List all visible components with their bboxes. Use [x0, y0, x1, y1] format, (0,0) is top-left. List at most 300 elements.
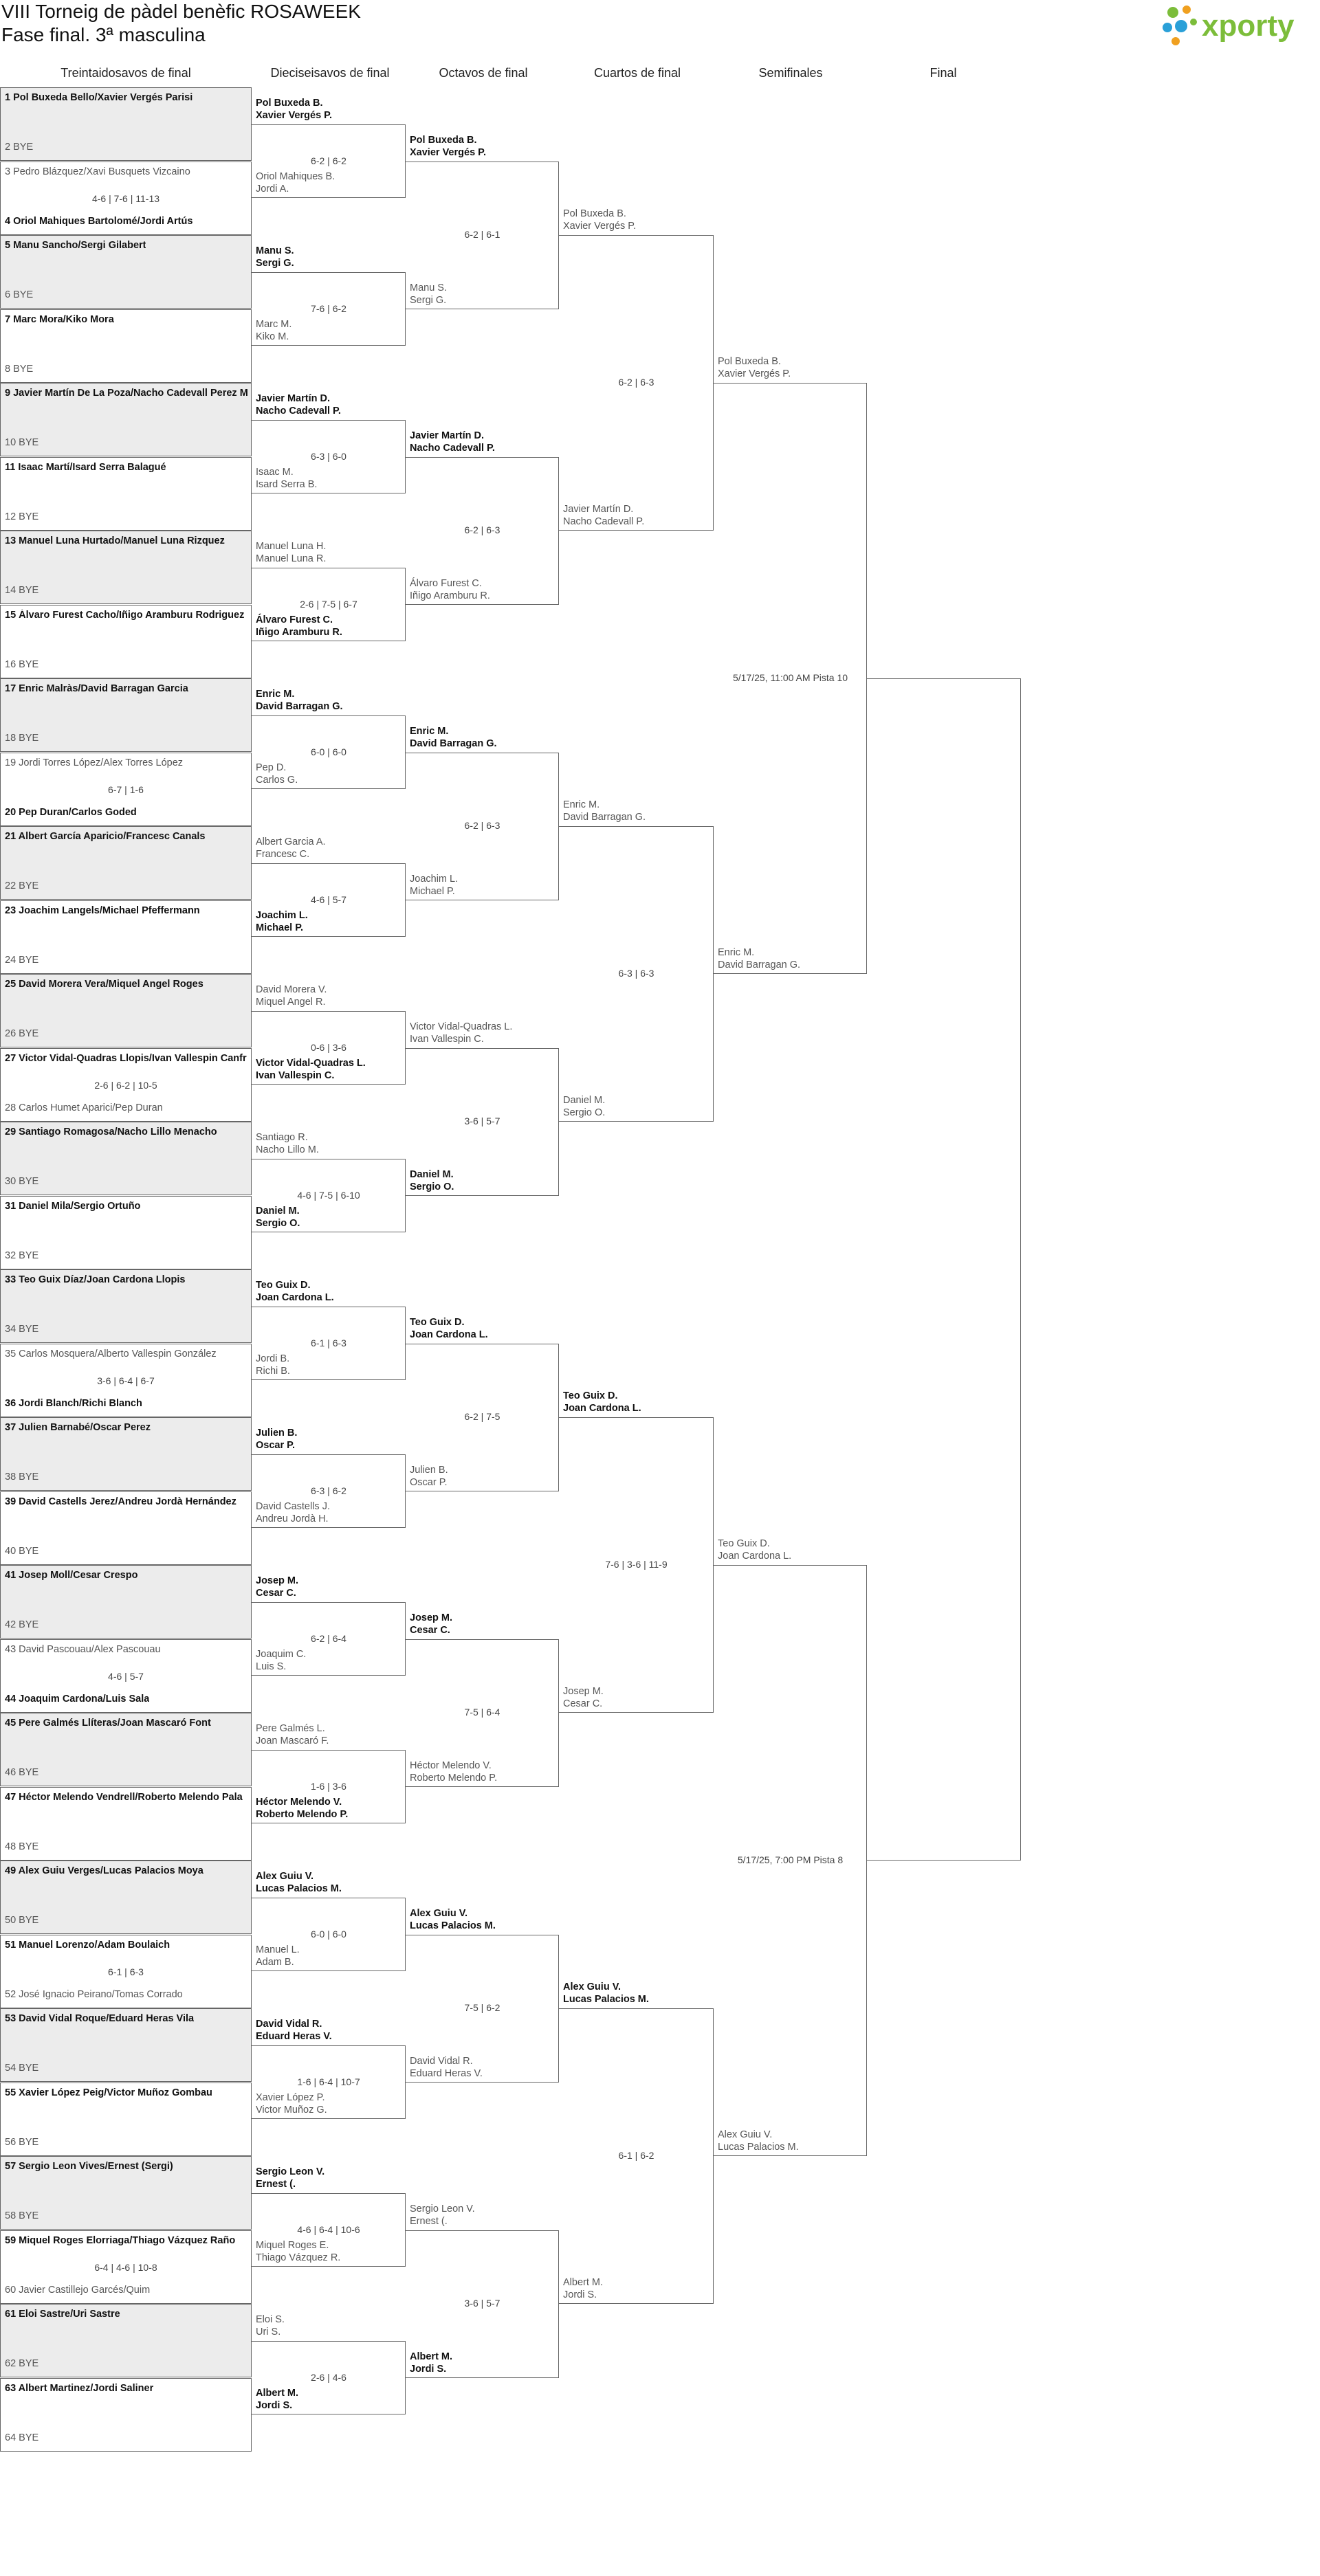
round-header-cuartos-de-final: Cuartos de final	[593, 66, 681, 80]
team-a-entry	[5, 1201, 140, 1212]
team-name: Pedro Blázquez/Xavi Busquets Vizcaino	[13, 166, 190, 177]
team-a-entry	[5, 683, 188, 694]
team-name: BYE	[19, 1472, 39, 1483]
team-b-entry	[5, 1028, 38, 1039]
match-score: 6-2 | 6-3	[618, 377, 654, 388]
team-name: BYE	[19, 2210, 39, 2221]
match-box-r32[interactable]	[0, 1417, 252, 1491]
team-name: BYE	[19, 658, 39, 670]
match-box-r32[interactable]	[0, 457, 252, 531]
team-name-line: Teo Guix D.	[718, 1538, 770, 1549]
team-a-entry	[5, 757, 183, 768]
seed-number: 29	[5, 1126, 16, 1137]
match-score: 6-2 | 7-5	[464, 1411, 500, 1422]
seed-number: 50	[5, 1915, 16, 1926]
team-name-line: Albert Garcia A.	[256, 836, 326, 847]
team-name-line: Sergio O.	[256, 1218, 300, 1230]
team-a-entry	[5, 831, 206, 842]
team-name: Julien Barnabé/Oscar Perez	[19, 1422, 151, 1433]
match-score: 7-6 | 6-2	[311, 302, 346, 314]
seed-number: 45	[5, 1718, 16, 1729]
seed-number: 32	[5, 1250, 16, 1261]
match-box-r32[interactable]	[0, 1713, 252, 1786]
seed-number: 47	[5, 1791, 16, 1803]
team-a-entry	[5, 1865, 204, 1876]
team-name: Alex Guiu Verges/Lucas Palacios Moya	[18, 1865, 204, 1876]
match-box-r32[interactable]	[0, 235, 252, 309]
match-score: 0-6 | 3-6	[311, 1041, 346, 1053]
team-a-entry	[5, 2309, 120, 2320]
team-name-line: David Vidal R.	[256, 2018, 322, 2030]
team-b-entry	[5, 289, 33, 300]
team-name: BYE	[19, 2358, 39, 2369]
team-name-line: David Morera V.	[256, 984, 327, 995]
team-name-line: Lucas Palacios M.	[718, 2142, 799, 2153]
team-name: Javier Martín De La Poza/Nacho Cadevall Perez M	[13, 388, 248, 399]
team-name-line: Joan Cardona L.	[256, 1291, 334, 1303]
team-name-line: Joan Cardona L.	[563, 1403, 641, 1414]
team-name-line: Albert M.	[410, 2351, 453, 2362]
match-score: 5/17/25, 11:00 AM Pista 10	[732, 672, 848, 683]
match-box-r32[interactable]	[0, 1269, 252, 1343]
seed-number: 11	[5, 461, 16, 473]
team-name-line: Carlos G.	[256, 775, 298, 786]
match-box-r32[interactable]	[0, 2083, 252, 2156]
team-name: Enric Malràs/David Barragan Garcia	[19, 683, 188, 694]
match-box-r32[interactable]	[0, 2008, 252, 2082]
team-a-entry	[5, 1422, 151, 1433]
seed-number: 31	[5, 1200, 16, 1212]
team-name-line: Xavier Vergés P.	[256, 109, 332, 121]
seed-number: 1	[5, 92, 11, 103]
team-name: BYE	[19, 1915, 39, 1926]
team-b-entry	[5, 142, 33, 153]
match-box-r32[interactable]	[0, 2378, 252, 2452]
team-name-line: Victor Vidal-Quadras L.	[410, 1021, 513, 1032]
team-name-line: Eduard Heras V.	[410, 2067, 483, 2079]
team-name-line: Teo Guix D.	[410, 1316, 465, 1328]
seed-number: 10	[5, 437, 16, 448]
team-a-entry	[5, 2087, 212, 2098]
seed-number: 37	[5, 1422, 16, 1433]
match-score: 2-6 | 4-6	[311, 2371, 346, 2383]
team-b-entry	[5, 511, 38, 522]
match-score: 6-0 | 6-0	[311, 1928, 346, 1940]
team-name: Albert Martinez/Jordi Saliner	[18, 2382, 154, 2394]
team-name: David Pascouau/Alex Pascouau	[19, 1643, 161, 1655]
team-name-line: Oscar P.	[410, 1476, 448, 1488]
team-name-line: Pol Buxeda B.	[256, 97, 323, 109]
match-score: 4-6 | 6-4 | 10-6	[297, 2223, 360, 2235]
team-name-line: Pol Buxeda B.	[718, 356, 781, 367]
team-name-line: Nacho Cadevall P.	[410, 442, 495, 454]
team-b-entry	[5, 1694, 149, 1705]
seed-number: 8	[5, 363, 11, 375]
seed-number: 24	[5, 954, 16, 966]
team-name-line: Pol Buxeda B.	[410, 134, 477, 146]
team-name-line: Joan Mascaró F.	[256, 1735, 329, 1746]
team-b-entry	[5, 659, 38, 670]
team-name: BYE	[19, 880, 39, 891]
team-name-line: Julien B.	[256, 1427, 298, 1439]
match-score: 6-2 | 6-1	[464, 229, 500, 240]
team-a-entry	[5, 1570, 138, 1581]
team-name-line: Daniel M.	[256, 1206, 300, 1217]
match-box-r32[interactable]	[0, 1935, 252, 2008]
seed-number: 55	[5, 2087, 16, 2098]
seed-number: 25	[5, 979, 16, 990]
team-name-line: Josep M.	[410, 1612, 453, 1623]
match-box-r32[interactable]	[0, 2156, 252, 2230]
team-name-line: Héctor Melendo V.	[256, 1797, 342, 1808]
team-b-entry	[5, 1472, 38, 1483]
match-score: 3-6 | 5-7	[464, 2298, 500, 2309]
match-box-r32[interactable]	[0, 826, 252, 900]
team-name-line: Victor Muñoz G.	[256, 2105, 327, 2116]
team-a-entry	[5, 1718, 211, 1729]
team-a-entry	[5, 905, 200, 916]
page-title	[1, 0, 361, 47]
team-name-line: Richi B.	[256, 1366, 290, 1377]
match-box-r32[interactable]	[0, 1344, 252, 1417]
team-name-line: Oriol Mahiques B.	[256, 171, 336, 183]
seed-number: 57	[5, 2161, 16, 2172]
team-name: Jordi Blanch/Richi Blanch	[19, 1397, 142, 1409]
team-name: Sergio Leon Vives/Ernest (Sergi)	[19, 2161, 173, 2172]
match-score: 2-6 | 7-5 | 6-7	[300, 598, 358, 610]
team-name-line: Kiko M.	[256, 331, 289, 343]
seed-number: 23	[5, 904, 16, 916]
team-name-line: Eduard Heras V.	[256, 2030, 332, 2042]
team-name: David Vidal Roque/Eduard Heras Vila	[19, 2013, 195, 2024]
team-b-entry	[5, 1767, 38, 1778]
team-name: BYE	[19, 2063, 39, 2074]
team-name-line: Miquel Angel R.	[256, 996, 326, 1008]
team-name: BYE	[13, 142, 34, 153]
team-b-entry	[5, 1989, 183, 2000]
team-name: Teo Guix Díaz/Joan Cardona Llopis	[19, 1274, 186, 1285]
seed-number: 30	[5, 1176, 16, 1187]
team-name: BYE	[19, 954, 39, 966]
team-name: Xavier López Peig/Victor Muñoz Gombau	[19, 2087, 212, 2098]
match-box-r32[interactable]	[0, 1196, 252, 1269]
seed-number: 59	[5, 2234, 16, 2246]
seed-number: 7	[5, 313, 11, 325]
team-name-line: Roberto Melendo P.	[410, 1772, 498, 1784]
team-name-line: Iñigo Aramburu R.	[256, 627, 342, 639]
team-name-line: David Barragan G.	[718, 959, 801, 970]
seed-number: 9	[5, 388, 11, 399]
team-name-line: Sergio O.	[410, 1181, 454, 1192]
team-name-line: Xavier Vergés P.	[718, 368, 791, 379]
match-score: 1-6 | 3-6	[311, 1780, 346, 1792]
team-b-entry	[5, 2285, 150, 2296]
seed-number: 44	[5, 1693, 16, 1705]
team-a-entry	[5, 979, 204, 990]
team-name-line: Javier Martín D.	[256, 392, 330, 404]
match-box-r32[interactable]	[0, 383, 252, 456]
team-name-line: Ivan Vallespin C.	[256, 1070, 335, 1082]
seed-number: 12	[5, 511, 16, 522]
team-name-line: Sergi G.	[256, 257, 294, 269]
team-a-entry	[5, 388, 248, 399]
team-name-line: Iñigo Aramburu R.	[410, 590, 490, 601]
team-name-line: Alex Guiu V.	[410, 1907, 468, 1919]
match-box-r32[interactable]	[0, 678, 252, 752]
team-name-line: Sergio O.	[563, 1107, 606, 1118]
team-a-entry	[5, 2383, 153, 2394]
match-box-r32[interactable]	[0, 1565, 252, 1639]
team-name-line: Roberto Melendo P.	[256, 1809, 349, 1821]
match-score: 2-6 | 6-2 | 10-5	[94, 1079, 157, 1091]
team-name: BYE	[19, 585, 39, 596]
team-name-line: Teo Guix D.	[256, 1279, 311, 1291]
team-name-line: David Barragan G.	[256, 700, 343, 712]
team-name-line: Álvaro Furest C.	[410, 577, 482, 589]
team-b-entry	[5, 2210, 38, 2221]
seed-number: 28	[5, 1102, 16, 1113]
match-box-r32[interactable]	[0, 87, 252, 161]
team-name: Albert García Aparicio/Francesc Canals	[18, 831, 206, 842]
team-name-line: Sergio Leon V.	[410, 2203, 475, 2214]
team-a-entry	[5, 1053, 247, 1064]
match-box-r32[interactable]	[0, 605, 252, 678]
team-b-entry	[5, 2432, 38, 2443]
team-name-line: Ernest (.	[256, 2178, 296, 2190]
team-name-line: Joan Cardona L.	[718, 1551, 792, 1562]
team-name-line: Cesar C.	[410, 1624, 450, 1636]
team-name-line: Nacho Lillo M.	[256, 1144, 319, 1155]
team-name-line: Eloi S.	[256, 2313, 285, 2325]
team-name: BYE	[19, 1619, 39, 1630]
team-name-line: Santiago R.	[256, 1131, 308, 1143]
team-name-line: Héctor Melendo V.	[410, 1759, 492, 1771]
match-box-r32[interactable]	[0, 1861, 252, 1934]
match-box-r32[interactable]	[0, 531, 252, 604]
round-header-final: Final	[930, 66, 957, 80]
team-name: Carlos Mosquera/Alberto Vallespin González	[19, 1348, 217, 1359]
logo-text: xporty	[1202, 9, 1295, 43]
match-box-r32[interactable]	[0, 974, 252, 1047]
seed-number: 20	[5, 806, 16, 818]
team-name: Oriol Mahiques Bartolomé/Jordi Artús	[13, 215, 193, 227]
team-name-line: Javier Martín D.	[563, 504, 634, 515]
team-b-entry	[5, 364, 33, 375]
team-name: Eloi Sastre/Uri Sastre	[19, 2309, 120, 2320]
match-score: 1-6 | 6-4 | 10-7	[297, 2076, 360, 2087]
team-name-line: Victor Vidal-Quadras L.	[256, 1058, 366, 1069]
team-name: BYE	[19, 1176, 39, 1187]
team-a-entry	[5, 1792, 243, 1803]
match-score: 4-6 | 7-6 | 11-13	[91, 192, 160, 204]
seed-number: 22	[5, 880, 16, 891]
team-b-entry	[5, 1619, 38, 1630]
match-box-r32[interactable]	[0, 900, 252, 974]
team-name-line: Joachim L.	[256, 910, 308, 922]
seed-number: 4	[5, 215, 11, 227]
team-name: Daniel Mila/Sergio Ortuño	[19, 1200, 141, 1212]
team-name: BYE	[19, 1250, 39, 1261]
match-score: 4-6 | 5-7	[108, 1670, 144, 1682]
team-name: BYE	[19, 2432, 39, 2443]
seed-number: 63	[5, 2382, 16, 2394]
team-name-line: Alex Guiu V.	[563, 1981, 622, 1992]
seed-number: 56	[5, 2136, 16, 2148]
logo-dots-icon	[1159, 3, 1316, 48]
seed-number: 64	[5, 2432, 16, 2443]
team-name-line: Manuel Luna R.	[256, 553, 327, 564]
team-name: Joachim Langels/Michael Pfeffermann	[19, 904, 200, 916]
match-box-r32[interactable]	[0, 309, 252, 383]
team-name-line: Manu S.	[410, 282, 447, 293]
seed-number: 41	[5, 1570, 16, 1581]
round-header-treintaidosavos-de-final: Treintaidosavos de final	[60, 66, 191, 80]
match-box-r32[interactable]	[0, 2230, 252, 2304]
team-name: Marc Mora/Kiko Mora	[13, 313, 114, 325]
team-name-line: Daniel M.	[563, 1095, 606, 1106]
team-name-line: Lucas Palacios M.	[563, 1994, 649, 2005]
seed-number: 51	[5, 1939, 16, 1951]
team-a-entry	[5, 610, 244, 621]
team-name: BYE	[13, 363, 34, 375]
team-name: BYE	[19, 2136, 39, 2148]
seed-number: 16	[5, 658, 16, 670]
team-name-line: Josep M.	[256, 1575, 299, 1586]
team-name-line: Isard Serra B.	[256, 479, 318, 491]
seed-number: 15	[5, 609, 16, 621]
team-name-line: Jordi S.	[410, 2363, 447, 2375]
team-name-line: Manuel Luna H.	[256, 540, 327, 552]
team-name-line: Pep D.	[256, 762, 287, 774]
team-name: David Morera Vera/Miquel Angel Roges	[19, 979, 204, 990]
match-score: 7-6 | 3-6 | 11-9	[605, 1559, 668, 1570]
team-name: BYE	[19, 511, 39, 522]
match-score: 6-1 | 6-3	[108, 1966, 144, 1977]
match-box-r32[interactable]	[0, 753, 252, 826]
team-name-line: Xavier Vergés P.	[563, 221, 637, 232]
team-a-entry	[5, 1126, 217, 1137]
team-name: Álvaro Furest Cacho/Iñigo Aramburu Rodriguez	[19, 609, 245, 621]
team-name-line: Adam B.	[256, 1957, 294, 1968]
team-name-line: Joaquim C.	[256, 1649, 307, 1661]
match-box-r32[interactable]	[0, 1048, 252, 1122]
team-name-line: Xavier Vergés P.	[410, 146, 486, 158]
team-b-entry	[5, 1546, 38, 1557]
match-box-r32[interactable]	[0, 1639, 252, 1713]
team-name: BYE	[19, 1545, 39, 1557]
match-score: 6-3 | 6-0	[311, 450, 346, 462]
team-name-line: Francesc C.	[256, 848, 310, 860]
team-name: BYE	[19, 1028, 39, 1039]
team-name-line: Albert M.	[256, 2388, 299, 2399]
team-name-line: Nacho Cadevall P.	[256, 405, 341, 417]
team-name-line: Enric M.	[563, 799, 600, 810]
team-a-entry	[5, 240, 146, 251]
team-name: Joaquim Cardona/Luis Sala	[19, 1693, 150, 1705]
team-name-line: Daniel M.	[410, 1168, 454, 1180]
team-name-line: Josep M.	[563, 1686, 604, 1697]
match-score: 6-2 | 6-2	[311, 155, 346, 166]
seed-number: 60	[5, 2284, 16, 2296]
seed-number: 2	[5, 142, 11, 153]
team-b-entry	[5, 2063, 38, 2074]
team-name: Manuel Luna Hurtado/Manuel Luna Rizquez	[19, 535, 225, 546]
team-name-line: Andreu Jordà H.	[256, 1513, 329, 1525]
team-b-entry	[5, 807, 137, 818]
seed-number: 13	[5, 535, 16, 546]
seed-number: 18	[5, 733, 16, 744]
seed-number: 46	[5, 1767, 16, 1778]
team-b-entry	[5, 2358, 38, 2369]
team-name: BYE	[19, 733, 39, 744]
match-box-r32[interactable]	[0, 1491, 252, 1565]
team-name-line: David Barragan G.	[563, 812, 646, 823]
seed-number: 14	[5, 585, 16, 596]
match-box-r32[interactable]	[0, 1787, 252, 1861]
seed-number: 5	[5, 240, 11, 251]
team-name: BYE	[19, 437, 39, 448]
match-box-r32[interactable]	[0, 2304, 252, 2377]
match-score: 7-5 | 6-4	[464, 1707, 500, 1718]
match-score: 3-6 | 6-4 | 6-7	[97, 1375, 155, 1386]
team-name-line: Álvaro Furest C.	[256, 614, 333, 626]
match-score: 3-6 | 5-7	[464, 1115, 500, 1126]
match-score: 6-3 | 6-3	[618, 968, 654, 979]
team-name-line: David Barragan G.	[410, 737, 497, 749]
team-a-entry	[5, 462, 166, 473]
team-name-line: Jordi S.	[256, 2400, 293, 2412]
match-score: 6-3 | 6-2	[311, 1485, 346, 1496]
team-name-line: Julien B.	[410, 1464, 448, 1476]
seed-number: 42	[5, 1619, 16, 1630]
seed-number: 17	[5, 683, 16, 694]
team-name-line: Pol Buxeda B.	[563, 208, 626, 219]
seed-number: 58	[5, 2210, 16, 2221]
team-b-entry	[5, 1324, 38, 1335]
team-name-line: Enric M.	[410, 725, 449, 737]
match-score: 6-2 | 6-3	[464, 820, 500, 831]
seed-number: 19	[5, 757, 16, 768]
team-name-line: Alex Guiu V.	[256, 1870, 314, 1882]
team-name-line: Sergi G.	[410, 294, 447, 306]
team-a-entry	[5, 166, 190, 177]
round-header-semifinales: Semifinales	[758, 66, 823, 80]
team-name-line: Thiago Vázquez R.	[256, 2252, 341, 2264]
team-name: Carlos Humet Aparici/Pep Duran	[19, 1102, 163, 1113]
match-box-r32[interactable]	[0, 162, 252, 235]
seed-number: 35	[5, 1348, 16, 1359]
tournament-name: VIII Torneig de pàdel benèfic ROSAWEEK	[1, 1, 361, 22]
team-a-entry	[5, 1496, 236, 1507]
team-b-entry	[5, 880, 38, 891]
team-b-entry	[5, 216, 192, 227]
match-score: 6-2 | 6-3	[464, 524, 500, 535]
match-score: 4-6 | 7-5 | 6-10	[297, 1189, 360, 1201]
match-box-final[interactable]	[867, 678, 1021, 1861]
team-b-entry	[5, 585, 38, 596]
match-box-r32[interactable]	[0, 1122, 252, 1195]
team-a-entry	[5, 1940, 170, 1951]
seed-number: 34	[5, 1324, 16, 1335]
team-name-line: Cesar C.	[256, 1587, 296, 1599]
team-b-entry	[5, 1102, 163, 1113]
team-name: Manu Sancho/Sergi Gilabert	[13, 240, 146, 251]
team-name-line: Uri S.	[256, 2326, 281, 2338]
team-name-line: Nacho Cadevall P.	[563, 516, 645, 527]
team-name: David Castells Jerez/Andreu Jordà Hernández	[19, 1496, 236, 1507]
seed-number: 49	[5, 1865, 16, 1876]
match-score: 6-1 | 6-3	[311, 1337, 346, 1348]
